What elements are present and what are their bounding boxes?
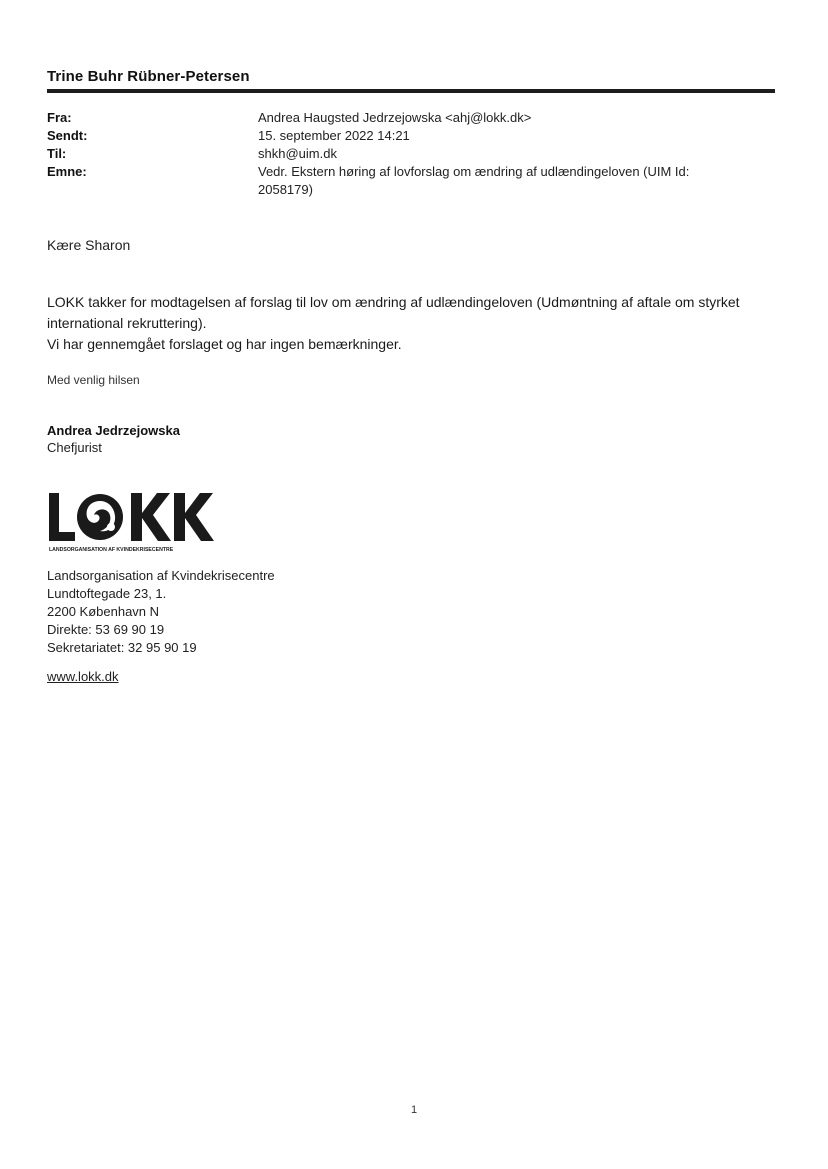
address-line: Sekretariatet: 32 95 90 19 (47, 640, 197, 655)
meta-label: Sendt: (47, 128, 88, 143)
address-line: 2200 København N (47, 604, 160, 619)
address-line: Landsorganisation af Kvindekrisecentre (47, 568, 275, 583)
header-rule (47, 89, 775, 93)
page-number: 1 (410, 1104, 418, 1116)
meta-value: Andrea Haugsted Jedrzejowska <ahj@lokk.dk> (258, 110, 532, 125)
meta-label: Fra: (47, 110, 72, 125)
message-paragraph: Vi har gennemgået forslaget og har ingen bemærkninger. (47, 336, 402, 352)
address-line: Lundtoftegade 23, 1. (47, 586, 167, 601)
meta-value: Vedr. Ekstern høring af lovforslag om ændring af udlændingeloven (UIM Id: 2058179) (258, 164, 690, 197)
signature-address (47, 567, 275, 657)
meta-value: shkh@uim.dk (258, 146, 337, 161)
meta-value: 15. september 2022 14:21 (258, 128, 410, 143)
sender-name-heading: Trine Buhr Rübner-Petersen (47, 68, 250, 85)
closing: Med venlig hilsen (47, 373, 140, 387)
address-line: Direkte: 53 69 90 19 (47, 622, 165, 637)
email-meta (47, 109, 747, 199)
meta-row-to (47, 145, 747, 163)
greeting: Kære Sharon (47, 237, 131, 253)
signature-name: Andrea Jedrzejowska (47, 423, 180, 438)
website-link[interactable]: www.lokk.dk (47, 669, 119, 684)
meta-label: Til: (47, 146, 67, 161)
meta-row-from (47, 109, 747, 127)
meta-row-subject (47, 163, 747, 199)
signature-title: Chefjurist (47, 440, 102, 455)
lokk-logo (47, 489, 217, 553)
meta-row-sent (47, 127, 747, 145)
meta-label: Emne: (47, 164, 87, 179)
logo-subtitle: LANDSORGANISATION AF KVINDEKRISECENTRE (49, 547, 174, 553)
message-body (47, 292, 777, 355)
message-paragraph: LOKK takker for modtagelsen af forslag til lov om ændring af udlændingeloven (Udmøntning af aftale om styrket international rekruttering). (47, 294, 740, 331)
